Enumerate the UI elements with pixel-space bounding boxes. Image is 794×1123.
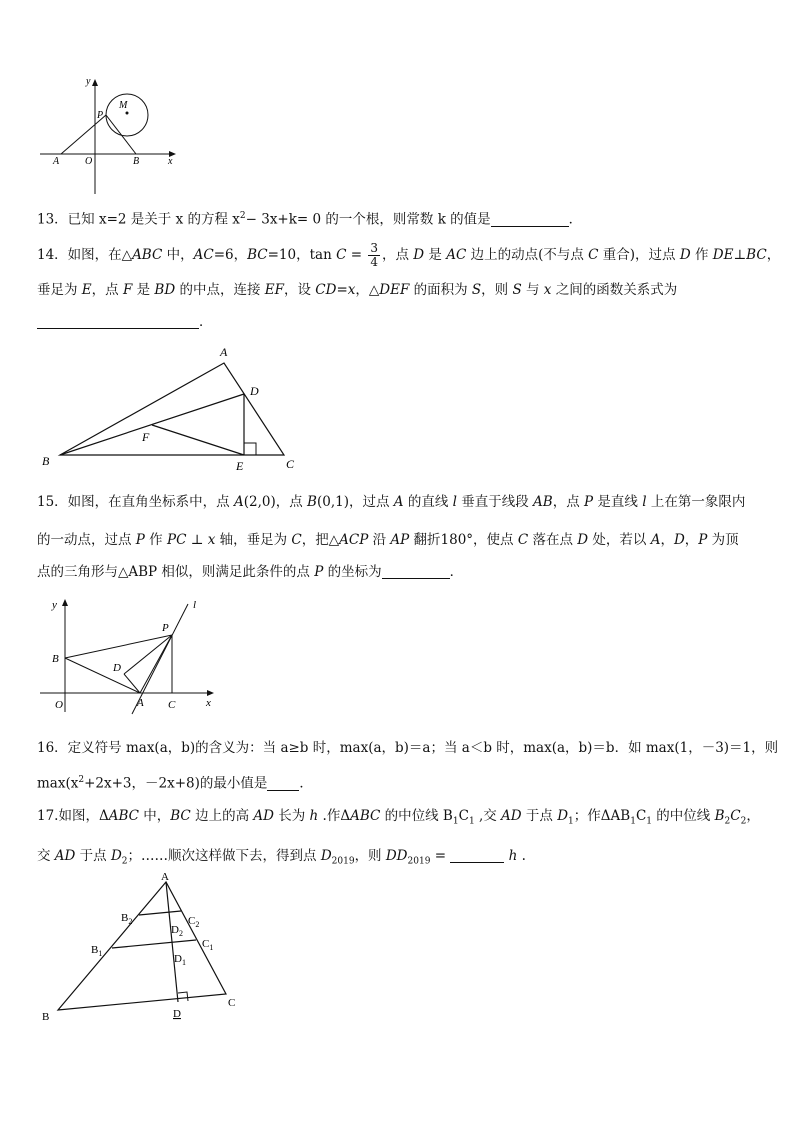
question-17-line-1: 17.如图，ΔABC 中，BC 边上的高 AD 长为 h .作ΔABC 的中位线 $B_1C_1$ ,交 AD 于点 $D_1$；作$\Delta AB_1C_1$ 的中位线 $B_2C_2$，: [37, 808, 760, 827]
label-B: B: [52, 653, 59, 665]
label-C: C: [168, 699, 176, 711]
figure-17-trapezoid: [40, 872, 250, 1024]
fraction-3-4: $\frac{3}{4}$: [370, 241, 378, 269]
label-D1: $D_1$: [174, 953, 186, 967]
label-M: M: [119, 100, 128, 111]
figure-circle-axes: [36, 72, 186, 197]
figure-14-triangle: [36, 340, 306, 475]
answer-blank-14[interactable]: [37, 314, 199, 329]
figure-15-coordinate: [36, 596, 236, 721]
label-C: C: [228, 997, 236, 1009]
question-14-line-3: ．: [37, 312, 213, 332]
label-x: x: [168, 156, 173, 167]
label-B2: $B_2$: [121, 912, 133, 926]
label-C: C: [286, 457, 295, 471]
label-O: O: [55, 699, 63, 711]
answer-blank-13[interactable]: [491, 212, 569, 227]
question-15-line-3: 点的三角形与△ABP 相似，则满足此条件的点 P 的坐标为 ．: [37, 564, 464, 580]
label-D: D: [250, 384, 259, 398]
label-F: F: [142, 430, 150, 444]
label-x: x: [206, 697, 211, 709]
label-P: P: [97, 110, 104, 121]
answer-blank-15[interactable]: [382, 564, 450, 579]
label-C2: $C_2$: [188, 915, 200, 929]
question-15-line-2: 的一动点，过点 P 作 PC ⊥ x 轴，垂足为 C，把△ACP 沿 AP 翻折180°，使点 C 落在点 D 处，若以 A，D，P 为顶: [37, 532, 739, 548]
question-16-line-2: $\max(x^2+2x+3$，－2x+8)的最小值是 ．: [37, 775, 313, 792]
label-E: E: [236, 459, 244, 473]
label-D: D: [113, 662, 121, 674]
question-14-line-1: 14．如图，在△ABC 中，AC=6，BC=10，tan C = $\frac{3}{4}$ ，点 D 是 AC 边上的动点(不与点 C 重合)，过点 D 作 DE⊥BC，: [37, 241, 781, 269]
label-A: A: [53, 156, 60, 167]
label-y: y: [86, 76, 91, 87]
label-A: A: [220, 345, 228, 359]
label-C1: $C_1$: [202, 938, 214, 952]
label-l: l: [193, 599, 197, 611]
label-B: B: [42, 454, 50, 468]
question-17-line-2: 交 AD 于点 $D_2$；……顺次这样做下去，得到点 $D_{2019}$，则 $DD_{2019} = h$ .: [37, 848, 526, 867]
label-D: D: [173, 1008, 181, 1020]
label-A: A: [161, 872, 169, 883]
answer-blank-16[interactable]: [267, 776, 299, 791]
label-B: B: [133, 156, 140, 167]
label-B1: $B_1$: [91, 944, 103, 958]
question-13: 13．已知 x=2 是关于 x 的方程 $x^2- 3x+k= 0$ 的一个根，则常数 k 的值是 ．: [37, 211, 583, 228]
label-O: O: [85, 156, 93, 167]
question-15-line-1: 15．如图，在直角坐标系中，点 A(2,0)，点 B(0,1)，过点 A 的直线 l 垂直于线段 AB，点 P 是直线 l 上在第一象限内: [37, 494, 746, 510]
label-y: y: [52, 599, 57, 611]
label-D2: $D_2$: [171, 924, 183, 938]
answer-blank-17[interactable]: [450, 848, 504, 863]
label-A: A: [137, 697, 144, 709]
question-16-line-1: 16．定义符号 max(a，b)的含义为：当 a≥b 时，max(a，b)＝a；当 a＜b 时，max(a，b)＝b．如 max(1，－3)＝1，则: [37, 740, 779, 756]
label-P: P: [162, 622, 169, 634]
question-14-line-2: 垂足为 E，点 F 是 BD 的中点，连接 EF，设 CD=x，△DEF 的面积为 S，则 S 与 x 之间的函数关系式为: [37, 282, 678, 298]
label-B: B: [42, 1011, 50, 1023]
